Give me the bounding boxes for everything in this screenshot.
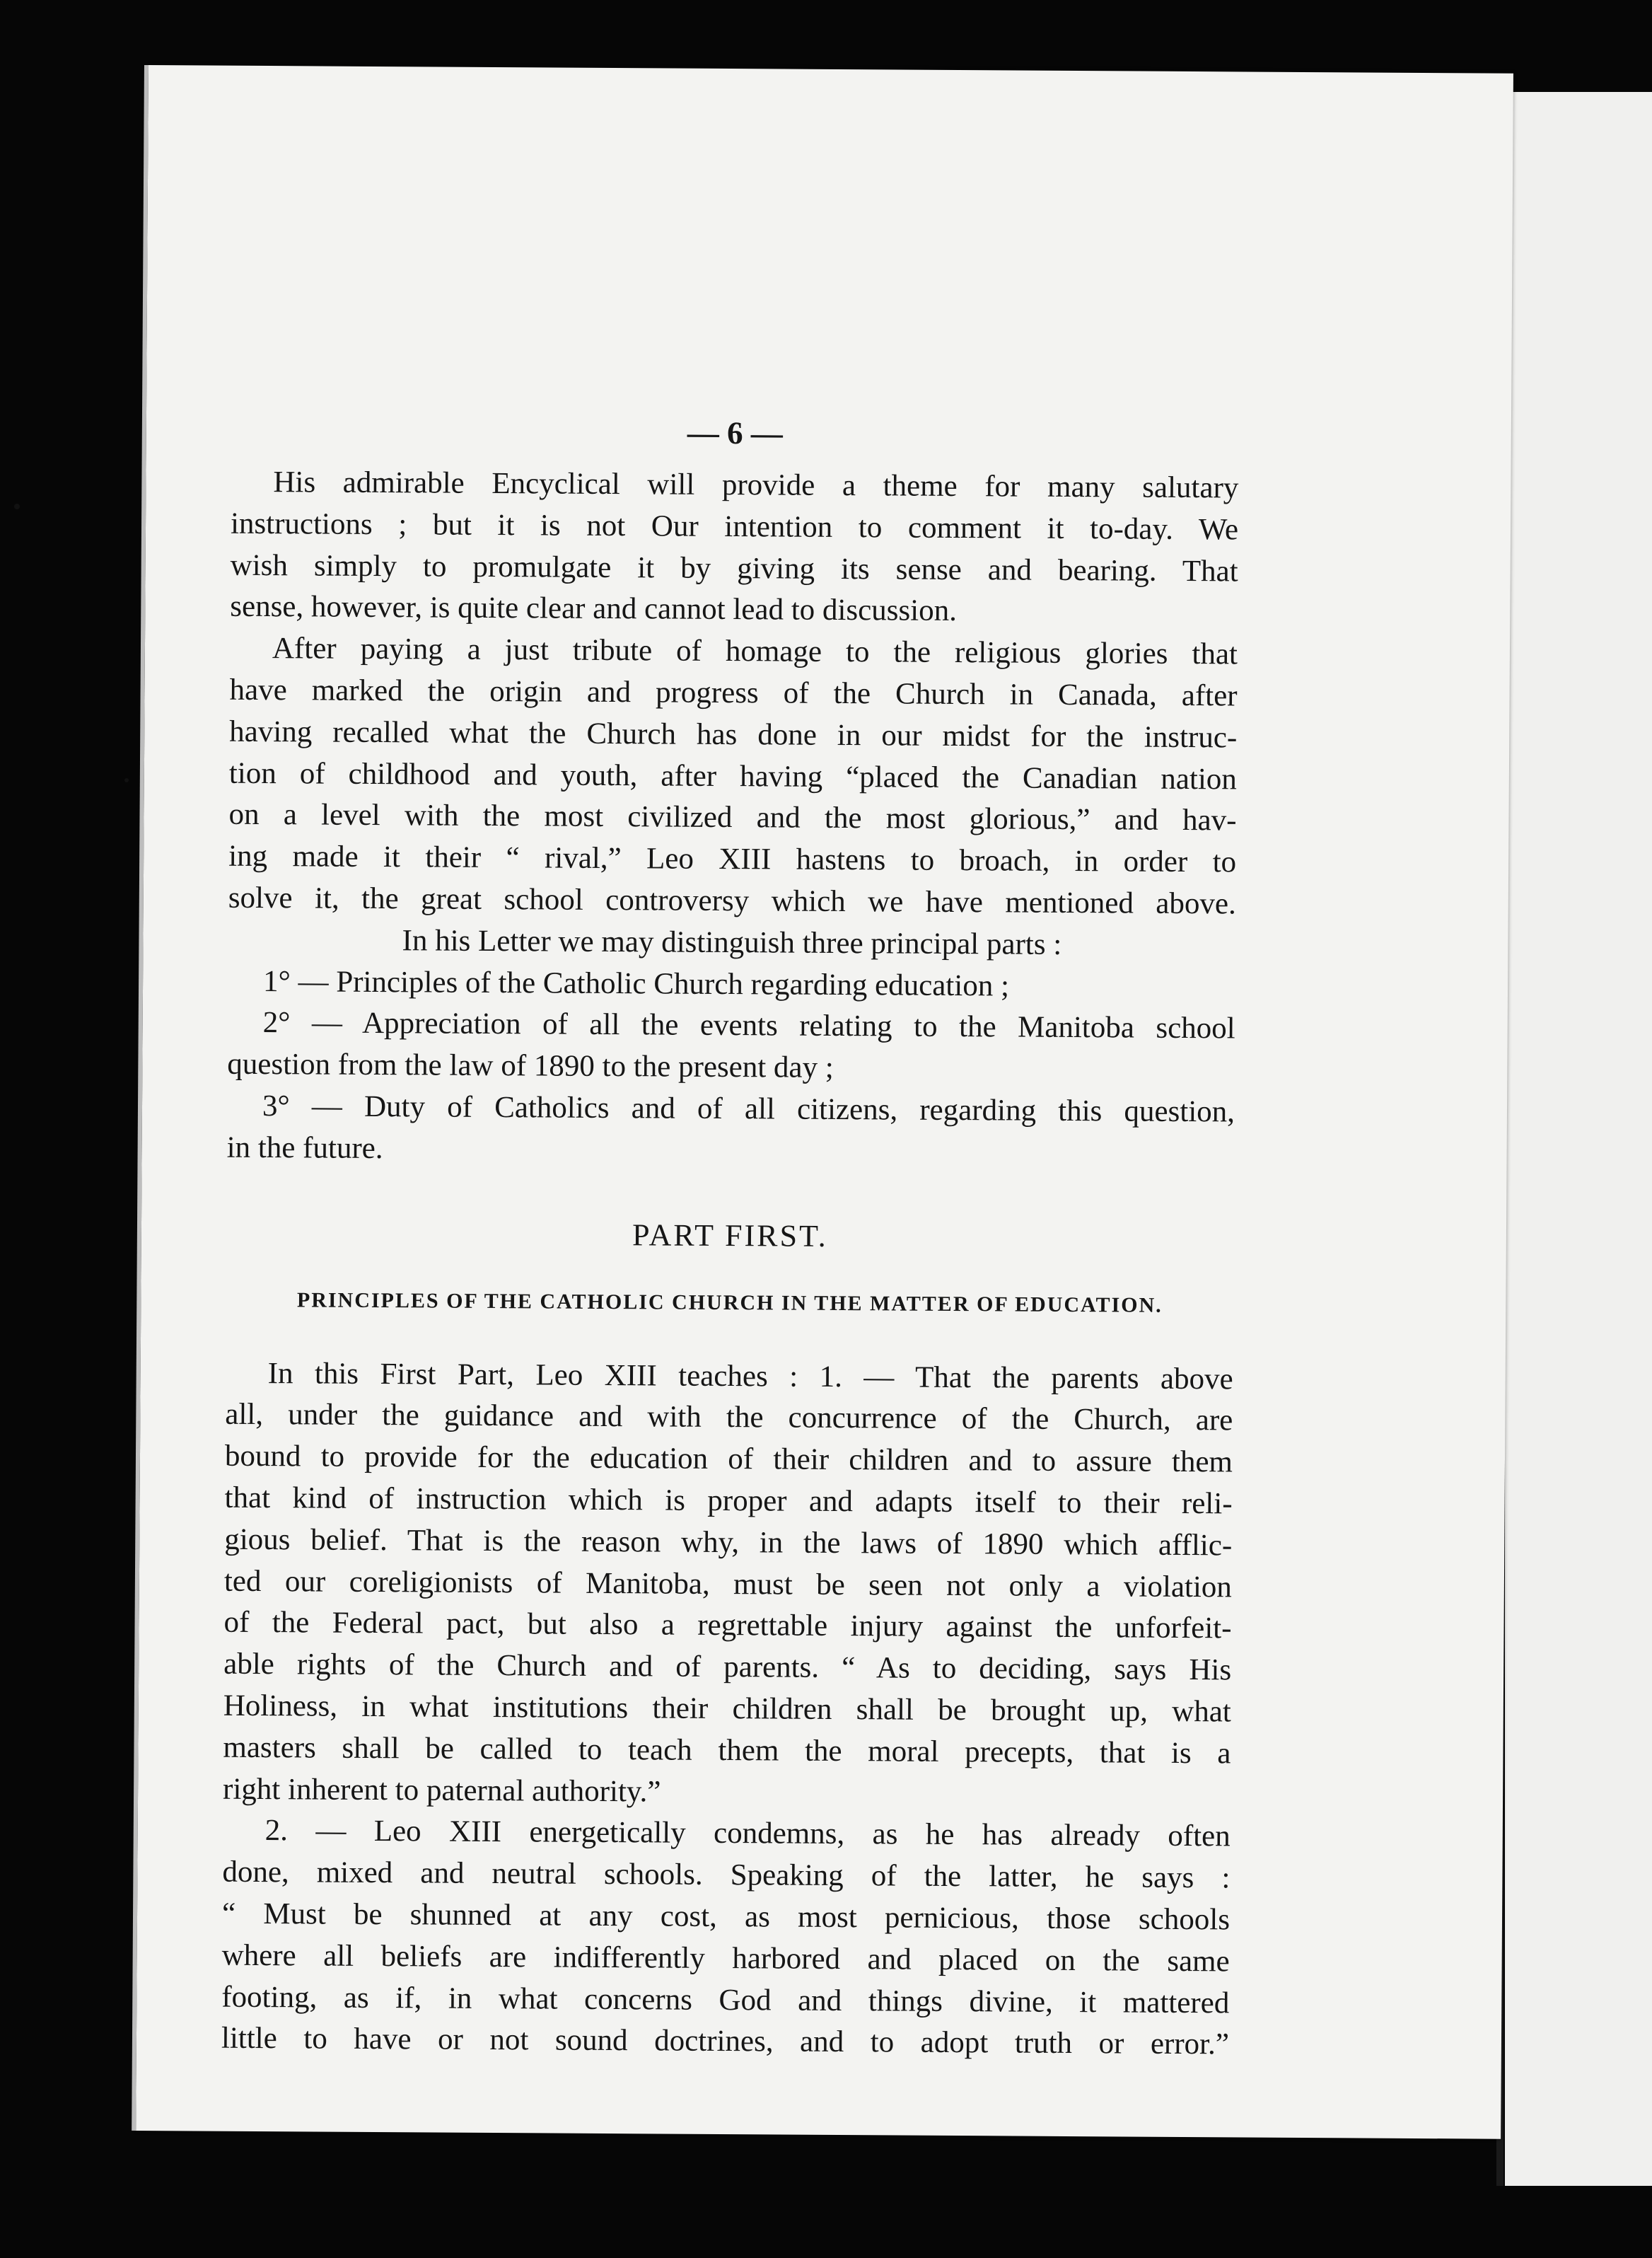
text-line: where all beliefs are indifferently harbored and placed on the same bbox=[221, 1938, 1230, 1979]
text-line: After paying a just tribute of homage to the religious glories that bbox=[272, 632, 1238, 671]
text-line: bound to provide for the education of their children and to assure them bbox=[224, 1439, 1233, 1479]
text-line: instructions ; but it is not Our intention to comment it to-day. We bbox=[230, 506, 1239, 547]
text-line: little to have or not sound doctrines, and to adopt truth or error.” bbox=[221, 2021, 1230, 2061]
second-point-paragraph bbox=[221, 1810, 1231, 2066]
text-line: tion of childhood and youth, after having “placed the Canadian nation bbox=[228, 756, 1238, 796]
text-line: “ Must be shunned at any cost, as most pernicious, those schools bbox=[221, 1897, 1231, 1937]
text-line: footing, as if, in what concerns God and things divine, it mattered bbox=[221, 1980, 1230, 2020]
tribute-paragraph bbox=[228, 628, 1238, 925]
list-item-line: question from the law of 1890 to the present day ; bbox=[227, 1047, 834, 1085]
list-item-line: in the future. bbox=[226, 1130, 383, 1165]
text-line: right inherent to paternal authority.” bbox=[222, 1772, 661, 1808]
text-line: that kind of instruction which is proper and adapts itself to their reli- bbox=[224, 1481, 1233, 1521]
text-line: ing made it their “ rival,” Leo XIII hastens to broach, in order to bbox=[228, 839, 1237, 879]
page-text bbox=[221, 405, 1239, 2066]
list-item-line: 1° — Principles of the Catholic Church regarding education ; bbox=[262, 964, 1010, 1003]
section-heading: PRINCIPLES OF THE CATHOLIC CHURCH IN THE MATTER OF EDUCATION. bbox=[296, 1287, 1163, 1317]
margin-speck bbox=[14, 504, 20, 509]
text-line: of the Federal pact, but also a regrettable injury against the unforfeit- bbox=[223, 1606, 1232, 1645]
text-line: 2. — Leo XIII energetically condemns, as he has already often bbox=[264, 1814, 1231, 1853]
text-line: Holiness, in what institutions their children shall be brought up, what bbox=[223, 1689, 1231, 1729]
text-line: solve it, the great school controversy which we have mentioned above. bbox=[228, 881, 1236, 921]
text-line: all, under the guidance and with the concurrence of the Church, are bbox=[225, 1398, 1233, 1437]
list-item-line: 2° — Appreciation of all the events relating to the Manitoba school bbox=[262, 1006, 1235, 1046]
text-line: masters shall be called to teach them the moral precepts, that is a bbox=[223, 1730, 1231, 1771]
text-line: His admirable Encyclical will provide a theme for many salutary bbox=[273, 465, 1239, 505]
text-line: sense, however, is quite clear and cannot lead to discussion. bbox=[230, 590, 958, 628]
parts-intro: In his Letter we may distinguish three principal parts : bbox=[402, 923, 1062, 961]
first-part-paragraph bbox=[223, 1353, 1233, 1816]
text-line: done, mixed and neutral schools. Speaking of the latter, he says : bbox=[222, 1855, 1231, 1895]
text-line: able rights of the Church and of parents. “ As to deciding, says His bbox=[223, 1647, 1232, 1687]
text-line: have marked the origin and progress of the Church in Canada, after bbox=[229, 673, 1238, 713]
part-title: PART FIRST. bbox=[632, 1217, 828, 1254]
margin-speck bbox=[124, 778, 129, 782]
text-line: gious belief. That is the reason why, in the laws of 1890 which afflic- bbox=[224, 1522, 1233, 1563]
list-item-line: 3° — Duty of Catholics and of all citizens, regarding this question, bbox=[262, 1089, 1235, 1129]
document-page bbox=[136, 65, 1513, 2139]
text-line: on a level with the most civilized and the most glorious,” and hav- bbox=[228, 798, 1237, 838]
adjacent-page-margin bbox=[1505, 92, 1652, 2186]
intro-paragraph bbox=[230, 462, 1238, 635]
parts-list bbox=[226, 961, 1235, 1175]
text-line: ted our coreligionists of Manitoba, must be seen not only a violation bbox=[223, 1564, 1233, 1604]
text-line: wish simply to promulgate it by giving its sense and bearing. That bbox=[230, 548, 1238, 589]
page-number: — 6 — bbox=[687, 415, 783, 451]
text-line: In this First Part, Leo XIII teaches : 1. — That the parents above bbox=[267, 1356, 1233, 1396]
text-line: having recalled what the Church has done in our midst for the instruc- bbox=[229, 714, 1238, 755]
